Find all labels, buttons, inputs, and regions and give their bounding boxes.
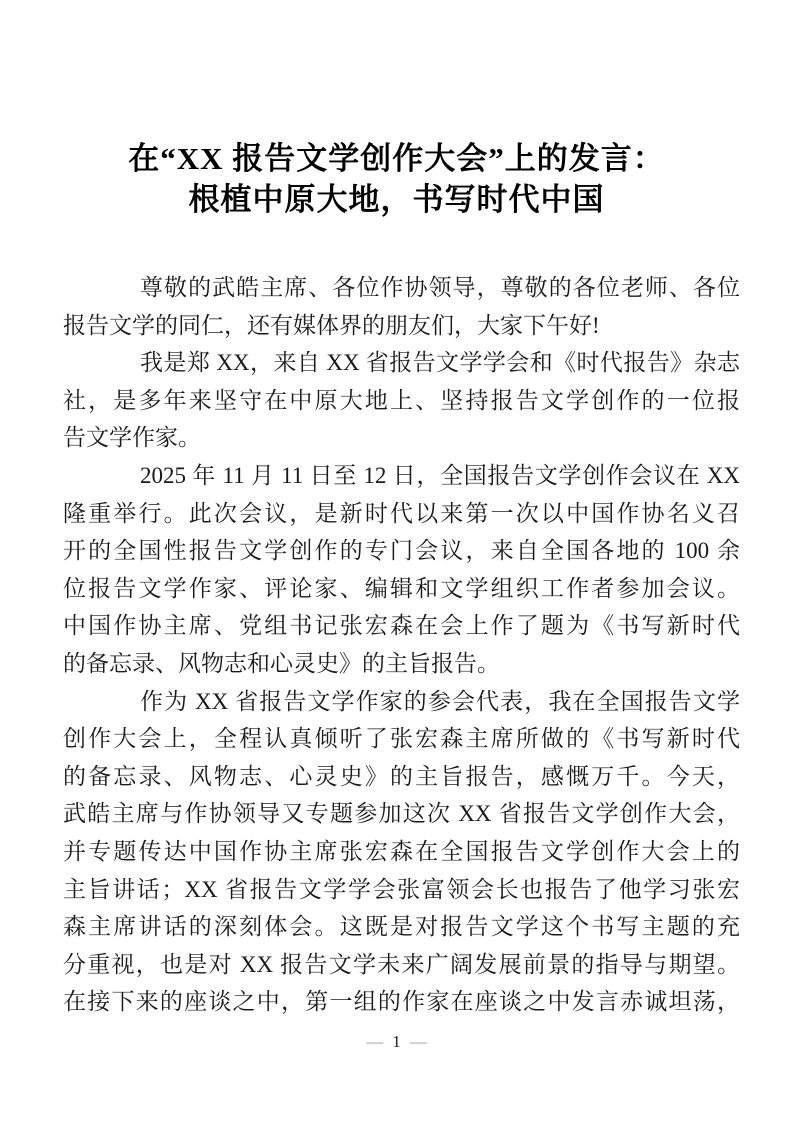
text-line: 的备忘录、风物志和心灵史》的主旨报告。 (63, 650, 500, 676)
text-line: 报告文学的同仁，还有媒体界的朋友们，大家下午好! (63, 312, 600, 338)
text-line: 告文学作家。 (63, 425, 201, 451)
text-line: 主旨讲话；XX 省报告文学学会张富领会长也报告了他学习张宏 (63, 876, 740, 902)
text-line: 2025 年 11 月 11 日至 12 日，全国报告文学创作会议在 XX (140, 462, 740, 488)
text-line: 的备忘录、风物志、心灵史》的主旨报告，感慨万千。今天， (63, 763, 740, 789)
text-line: 并专题传达中国作协主席张宏森在全国报告文学创作大会上的 (63, 838, 740, 864)
document-title-line-2: 根植中原大地，书写时代中国 (188, 182, 605, 217)
text-line: 创作大会上，全程认真倾听了张宏森主席所做的《书写新时代 (63, 726, 740, 752)
text-line: 中国作协主席、党组书记张宏森在会上作了题为《书写新时代 (63, 613, 740, 639)
footer-page-number: 1 (392, 1032, 401, 1051)
page-footer (0, 1031, 793, 1053)
text-line: 社，是多年来坚守在中原大地上、坚持报告文学创作的一位报 (63, 387, 740, 413)
document-title-line-1: 在“XX 报告文学创作大会”上的发言： (128, 141, 665, 176)
text-line: 隆重举行。此次会议，是新时代以来第一次以中国作协名义召 (63, 500, 740, 526)
text-line: 作为 XX 省报告文学作家的参会代表，我在全国报告文学 (140, 688, 740, 714)
text-line: 在接下来的座谈之中，第一组的作家在座谈之中发言赤诚坦荡， (63, 989, 740, 1015)
text-line: 位报告文学作家、评论家、编辑和文学组织工作者参加会议。 (63, 575, 740, 601)
text-line: 我是郑 XX，来自 XX 省报告文学学会和《时代报告》杂志 (140, 350, 740, 376)
text-line: 开的全国性报告文学创作的专门会议，来自全国各地的 100 余 (63, 538, 740, 564)
document-title (0, 138, 793, 220)
text-line: 尊敬的武皓主席、各位作协领导，尊敬的各位老师、各位 (140, 275, 740, 300)
text-line: 森主席讲话的深刻体会。这既是对报告文学这个书写主题的充 (63, 914, 740, 940)
footer-dash-right: — (409, 1032, 427, 1051)
body-text (63, 269, 740, 1021)
footer-dash-left: — (366, 1032, 384, 1051)
text-line: 分重视，也是对 XX 报告文学未来广阔发展前景的指导与期望。 (63, 951, 740, 977)
text-line: 武皓主席与作协领导又专题参加这次 XX 省报告文学创作大会， (63, 801, 740, 827)
